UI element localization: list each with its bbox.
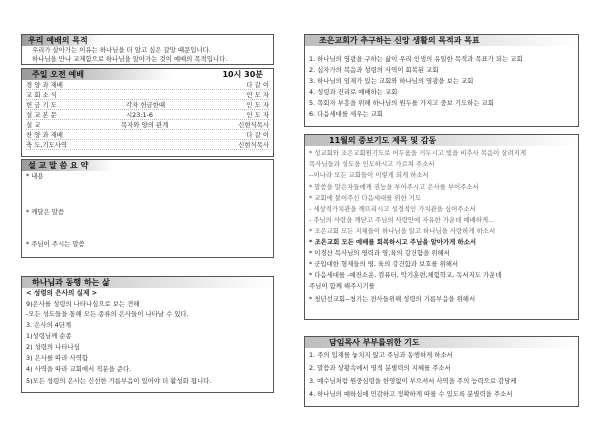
prayer-topic-item: * 이경산 목사님의 영력과 영,육의 강건함을 위해서 (309, 249, 450, 257)
service-row-right: 다 같 이 (246, 81, 269, 89)
sermon-summary-item: * 주님이 주시는 말씀 (26, 240, 85, 248)
walk-with-god-line: 4) 사역을 따라 교회에서 직분을 준다. (26, 365, 132, 373)
walk-with-god-line: 1)성령님께 순종 (26, 332, 72, 340)
prayer-topic-item: * 성교회와 조은교회원기도로 어두움을 거두시고 빛을 비추사 복음이 살려지게 (309, 149, 526, 157)
service-order-row (26, 111, 269, 120)
church-goal-item: 5. 목회자 부흥을 위해 하나님의 원두를 가지고 중보 기도하는 교회 (309, 99, 494, 107)
prayer-topic-item: --이나라 모든 교회들이 이렇게 되게 하소서 (309, 171, 429, 179)
service-row-right: 인 도 자 (246, 111, 269, 119)
sermon-summary-item: * 깨달은 말씀 (26, 208, 65, 216)
prayer-topic-item: * 조은교회 모든 예배를 회복하시고 주님을 알아가게 하소서 (309, 238, 477, 246)
service-row-right: 다 같 이 (246, 131, 269, 139)
sunday-service-title-bar (22, 69, 273, 80)
walk-with-god-line: 9)은사를 성령의 나타나심으로 보는 견해 (26, 300, 140, 308)
pastor-prayer-title: 담임목사 부부를위한 기도 (305, 337, 578, 348)
church-goal-item: 4. 성령과 진리로 예배하는 교회 (309, 88, 398, 96)
prayer-topic-item: - 주님의 사랑을 깨닫고 주님의 사랑안에 자유한 가운데 예배하게... (309, 216, 495, 224)
church-goal-item: 1. 하나님의 영광을 구하는 삶이 우리 인생의 유일한 목적과 목표가 되는 교회 (309, 55, 523, 63)
worship-purpose-box (21, 34, 274, 65)
prayer-topic-item: * 말씀을 말은자들에게 권능을 부어주시고 은사를 부어주소서 (309, 183, 479, 191)
prayer-topic-item: * 다음세대를 -예진소운, 컴퓨터, 악기훈련,체험학교, 독서지도 가운데 (309, 271, 502, 279)
service-order-row (26, 131, 269, 140)
sermon-summary-title: 설 교 말 씀 요 약 (22, 160, 112, 171)
walk-with-god-line: 5)모든 성령의 은사는 신선한 기름부음이 있어야 더 활성화 됩니다. (26, 377, 212, 385)
pastor-prayer-item: 1. 주의 입재를 놓치지 않고 주님과 동행하게 하소서 (309, 351, 453, 359)
service-row-mid: 목자와 양의 관계 (121, 121, 169, 129)
pastor-prayer-box (304, 336, 579, 407)
prayer-topic-item: - 세상적가치관을 깨뜨리시고 성경적인 가치관을 심어주소서 (309, 205, 476, 213)
prayer-topic-item: * 교회에 불어주신 다음세대를 위한 기도 (309, 194, 422, 202)
prayer-topic-item: * 청년선교회--청기는 전사들위해 성령의 기름부음을 위해서 (309, 295, 476, 303)
worship-purpose-line-2: 하나님을 만나 교제함으로 하나님을 알아가는 것이 예배의 목적입니다. (32, 55, 228, 63)
service-row-right: 신현식목사 (238, 141, 269, 149)
prayer-topic-item: * 군입대한 형제들의 영, 육의 강건함과 보호를 위해서 (309, 260, 459, 268)
worship-purpose-title: 우리 예배의 목적 (22, 35, 102, 46)
pastor-prayer-item: 4. 하나님의 예하심에 민감하고 정확하게 따를 수 있도록 분별력을 주소서 (309, 390, 513, 398)
walk-with-god-line: 3) 은사를 따라 사역함 (26, 354, 89, 362)
church-goals-box (304, 34, 579, 127)
walk-with-god-line: 2) 성령의 나타나심 (26, 343, 80, 351)
service-row-label: 교 회 소 식 (26, 91, 57, 99)
pastor-prayer-item: 3. 예수님처럼 원중심령을 한영없이 부으셔서 사역을 주의 능력으로 감당케 (309, 377, 517, 385)
church-goals-title: 조은교회가 추구하는 신앙 생활의 목적과 목표 (305, 35, 578, 46)
prayer-topics-title: 11월의 중보기도 제목 및 감동 (305, 135, 578, 146)
church-goal-item: 3. 하나님의 임재가 있는 교회와 하나님의 영광을 보는 교회 (309, 77, 474, 85)
prayer-topic-item: 목사님들과 성도을 인도하시고 가르쳐 주소서 (309, 160, 435, 168)
service-row-right: 인 도 자 (246, 91, 269, 99)
service-order-row (26, 121, 269, 130)
service-row-right: 인 도 자 (246, 101, 269, 109)
prayer-topics-box (304, 134, 579, 320)
church-goal-item: 6. 다음세대를 세우는 교회 (309, 110, 383, 118)
service-order-row (26, 101, 269, 110)
walk-with-god-line: -모든 성도들을 통해 모든 종류의 은사들이 나타날 수 있다. (26, 310, 189, 318)
sunday-service-title: 주일 오전 예배 (32, 70, 84, 79)
pastor-prayer-item: 2. 말씀과 상황속에서 영적 분별력의 지혜를 주소서 (309, 364, 451, 372)
church-goal-item: 2. 십자가의 복음과 성령의 사역이 회복된 교회 (309, 66, 439, 74)
prayer-topic-item: 주님이 함께 해주시기를 (309, 282, 375, 290)
sermon-summary-item: * 내용 (26, 172, 44, 180)
service-order-row (26, 91, 269, 100)
service-row-label: 축 도,기도사역 (26, 141, 68, 149)
sunday-service-time: 10시 30분 (222, 70, 263, 79)
service-row-label: 찬 양 과 재배 (26, 131, 63, 139)
service-row-right: 신현식목사 (238, 121, 269, 129)
service-row-mid: 시23:1-6 (126, 111, 153, 119)
worship-purpose-line-1: 우리가 살아가는 이유는 하나님을 더 알고 싶은 갈망 때문입니다. (32, 46, 211, 54)
service-row-label: 헌 금 기 도 (26, 101, 57, 109)
service-order-row (26, 81, 269, 90)
walk-with-god-subtitle: < 성령의 은사의 실제 > (26, 289, 98, 297)
service-order-row (26, 141, 269, 150)
service-row-label: 설 교 (26, 121, 41, 129)
sunday-service-box (21, 68, 274, 157)
sermon-summary-box (21, 159, 274, 258)
walk-with-god-box (21, 276, 274, 393)
prayer-topic-item: * 조은교회 모든 지체들이 하나님을 알고 하나님을 사랑하게 하소서 (309, 227, 496, 235)
walk-with-god-line: 3. 은사의 4단계 (26, 321, 72, 329)
service-row-label: 경 양 과 재배 (26, 81, 63, 89)
service-row-mid: 각자 헌금한때 (126, 101, 166, 109)
service-row-label: 설 교 본 문 (26, 111, 57, 119)
walk-with-god-title: 하나님과 동행 하는 삶 (22, 277, 273, 288)
